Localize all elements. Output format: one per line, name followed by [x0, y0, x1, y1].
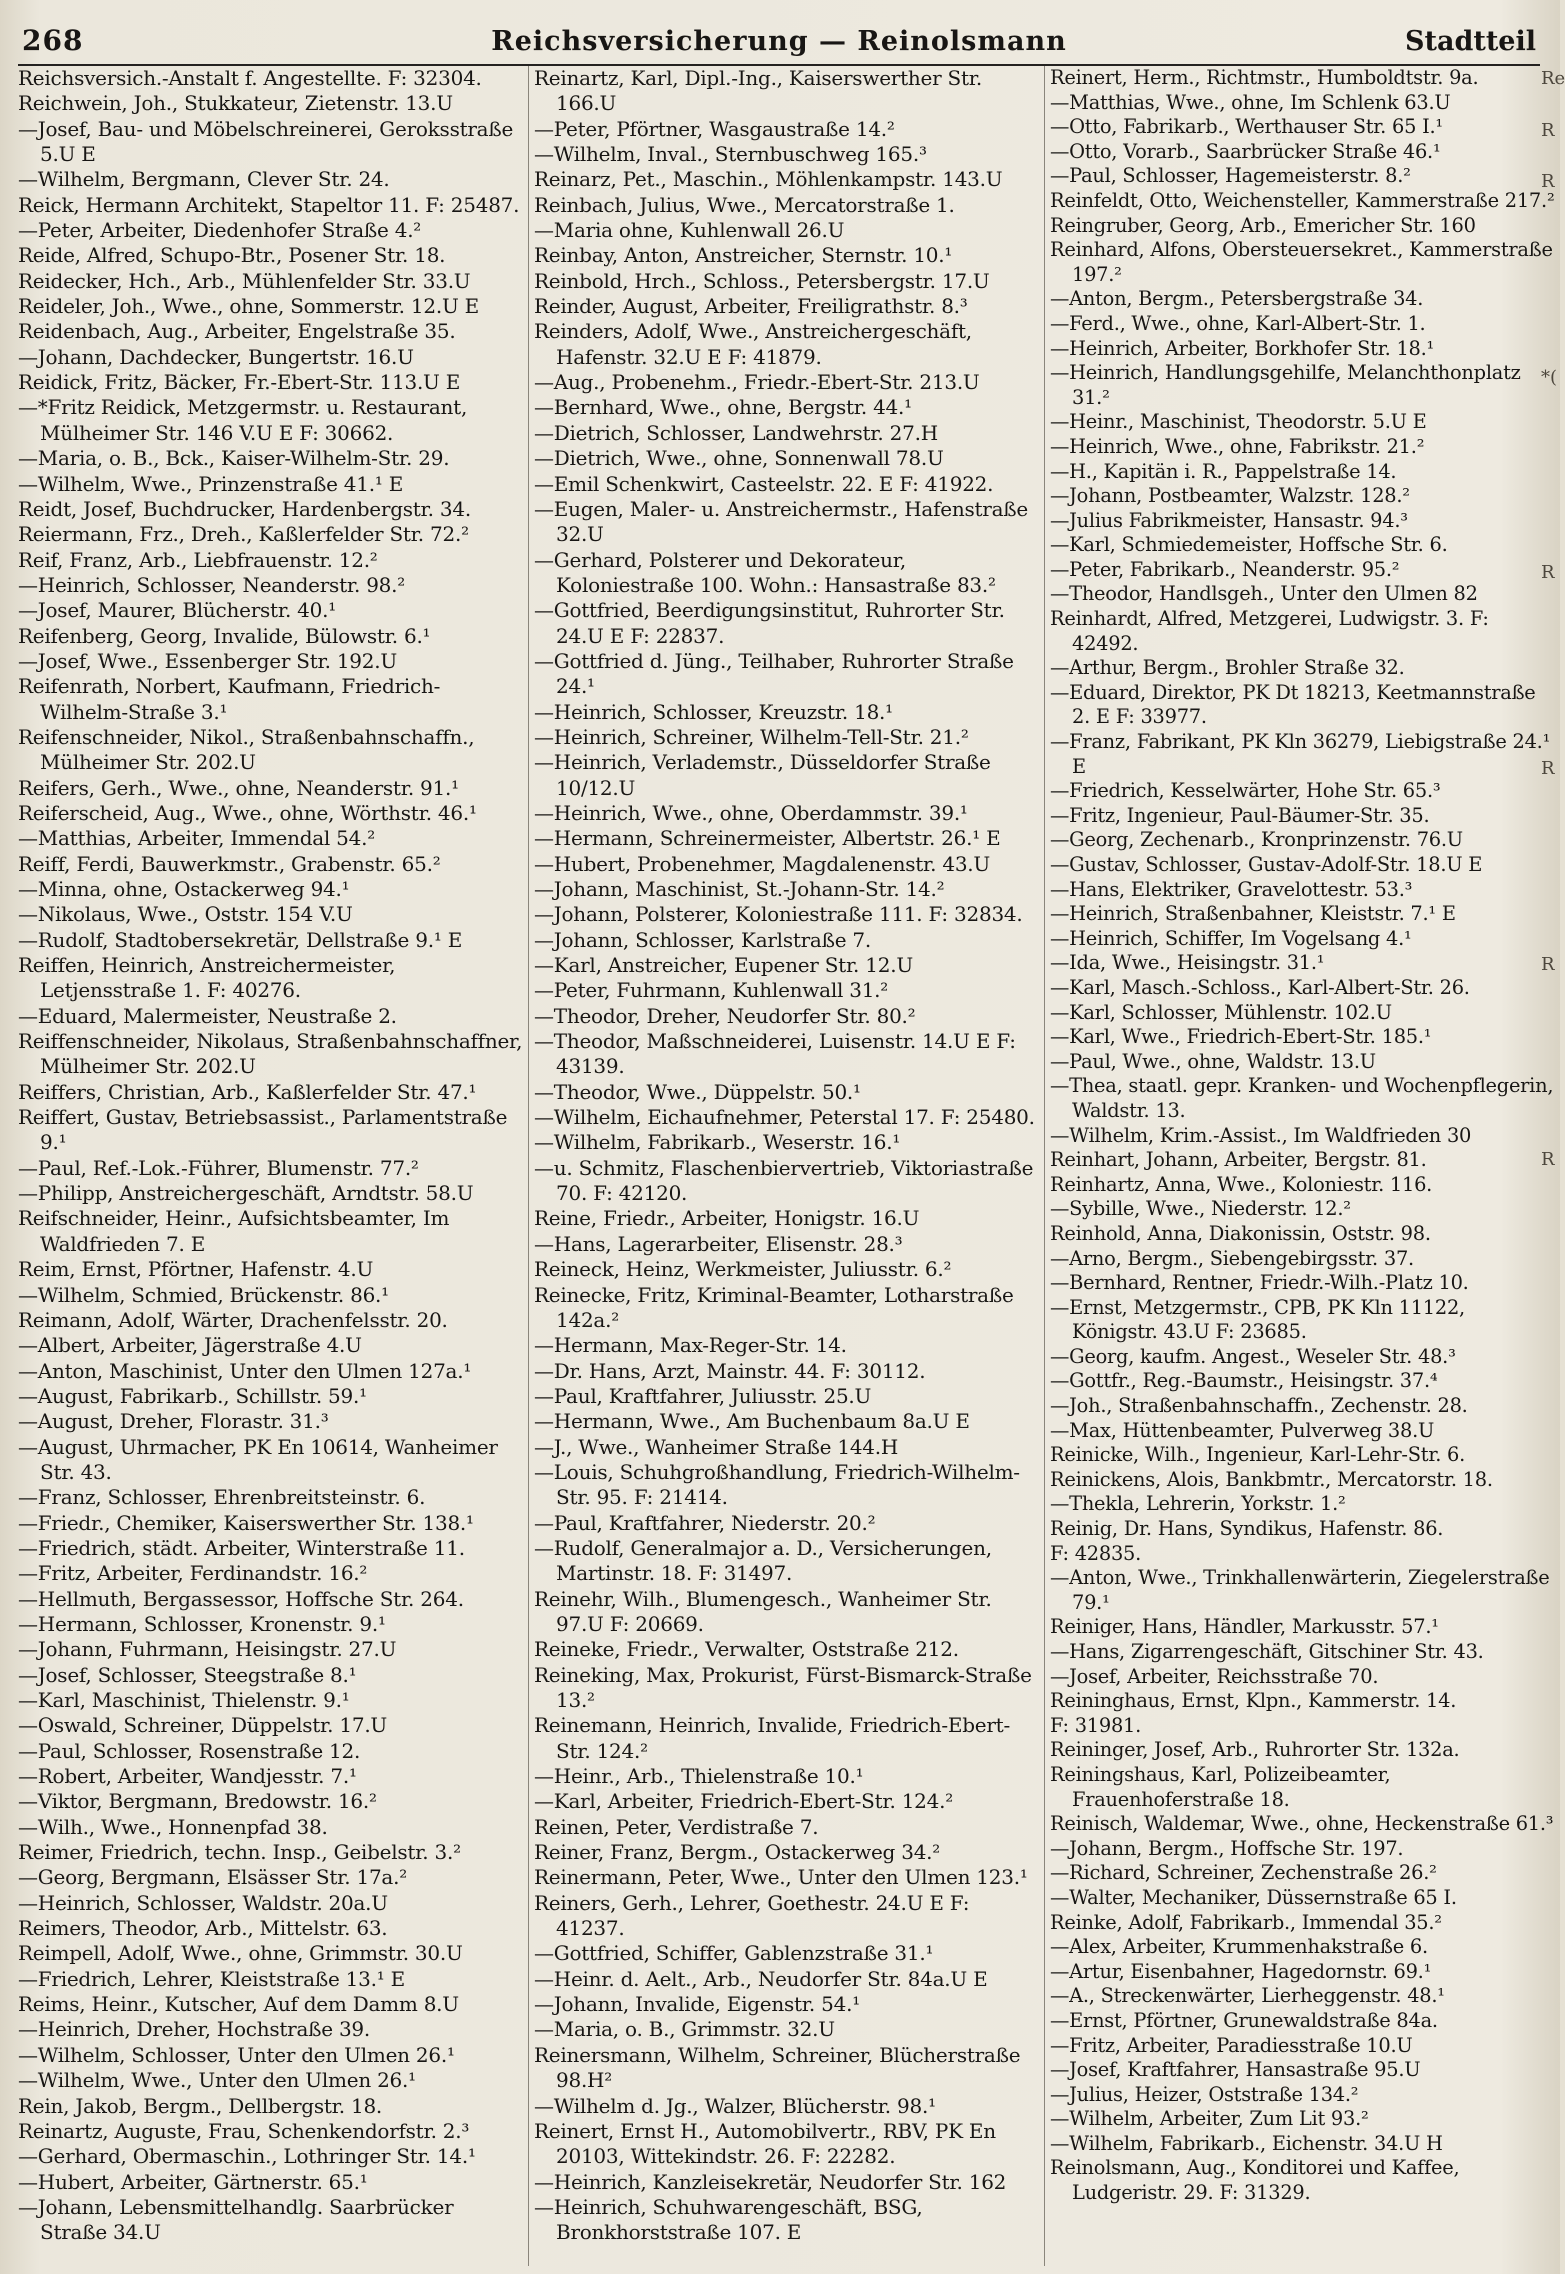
directory-entry: —Ernst, Metzgermstr., CPB, PK Kln 11122, Königstr. 43.U F: 23685. [1050, 1295, 1465, 1344]
directory-entry: —Theodor, Wwe., Düppelstr. 50.¹ [534, 1079, 861, 1104]
directory-entry: —Viktor, Bergmann, Bredowstr. 16.² [18, 1789, 377, 1814]
directory-entry: —Gerhard, Obermaschin., Lothringer Str. 14.¹ [18, 2144, 476, 2169]
directory-entry: —Dr. Hans, Arzt, Mainstr. 44. F: 30112. [534, 1358, 926, 1383]
directory-entry: —Gustav, Schlosser, Gustav-Adolf-Str. 18.U E [1050, 853, 1483, 876]
directory-entry: —Paul, Kraftfahrer, Niederstr. 20.² [534, 1510, 876, 1535]
directory-entry: Reimann, Adolf, Wärter, Drachenfelsstr. 20. [18, 1307, 448, 1332]
column-2 [534, 66, 1040, 2246]
directory-entry: —Johann, Maschinist, St.-Johann-Str. 14.² [534, 877, 945, 901]
directory-entry: Reidt, Josef, Buchdrucker, Hardenbergstr. 34. [18, 496, 471, 521]
directory-entry: —Peter, Arbeiter, Diedenhofer Straße 4.² [18, 218, 422, 243]
directory-entry: Reinicke, Wilh., Ingenieur, Karl-Lehr-Str. 6. [1050, 1443, 1466, 1467]
directory-entry: —Johann, Fuhrmann, Heisingstr. 27.U [18, 1637, 397, 1662]
directory-entry: Reineck, Heinz, Werkmeister, Juliusstr. 6.² [534, 1257, 952, 1282]
directory-entry: —H., Kapitän i. R., Pappelstraße 14. [1050, 459, 1397, 483]
directory-entry: —Heinrich, Schlosser, Kreuzstr. 18.¹ [534, 699, 893, 724]
directory-entry: F: 42835. [1050, 1541, 1142, 1565]
directory-entry: —Josef, Wwe., Essenberger Str. 192.U [18, 648, 397, 673]
directory-entry: Reinarz, Pet., Maschin., Möhlenkampstr. 143.U [534, 167, 1003, 192]
directory-entry: —Heinrich, Schlosser, Waldstr. 20a.U [18, 1890, 388, 1915]
directory-entry: Reick, Hermann Architekt, Stapeltor 11. F: 25487. [18, 192, 520, 217]
directory-entry: —Wilhelm d. Jg., Walzer, Blücherstr. 98.¹ [534, 2093, 936, 2118]
margin-glyph: R [1541, 757, 1555, 779]
directory-entry: —Wilhelm, Eichaufnehmer, Peterstal 17. F: 25480. [534, 1105, 1035, 1130]
column-1 [18, 66, 524, 2246]
directory-entry: —Anton, Maschinist, Unter den Ulmen 127a.¹ [18, 1358, 472, 1383]
directory-entry: —Albert, Arbeiter, Jägerstraße 4.U [18, 1333, 362, 1358]
directory-entry: —Anton, Bergm., Petersbergstraße 34. [1050, 287, 1424, 311]
directory-entry: —Hermann, Max-Reger-Str. 14. [534, 1333, 847, 1358]
directory-entry: Reiffert, Gustav, Betriebsassist., Parlamentstraße 9.¹ [18, 1105, 508, 1155]
directory-entry: —Julius Fabrikmeister, Hansastr. 94.³ [1050, 508, 1408, 532]
directory-entry: —Matthias, Arbeiter, Immendal 54.² [18, 826, 375, 851]
directory-entry: —Wilhelm, Fabrikarb., Eichenstr. 34.U H [1050, 2131, 1443, 2155]
directory-entry: —Ferd., Wwe., ohne, Karl-Albert-Str. 1. [1050, 311, 1426, 335]
directory-entry: Reinehr, Wilh., Blumengesch., Wanheimer Str. 97.U F: 20669. [534, 1586, 992, 1636]
directory-entry: —Heinrich, Kanzleisekretär, Neudorfer Str. 162 [534, 2169, 1007, 2194]
directory-entry: Reidecker, Hch., Arb., Mühlenfelder Str. 33.U [18, 268, 471, 293]
directory-entry: —Heinrich, Schiffer, Im Vogelsang 4.¹ [1050, 926, 1412, 950]
directory-entry: —Anton, Wwe., Trinkhallenwärterin, Ziegelerstraße 79.¹ [1050, 1566, 1550, 1614]
margin-glyph: R [1541, 562, 1555, 584]
directory-entry: Reine, Friedr., Arbeiter, Honigstr. 16.U [534, 1206, 920, 1231]
directory-entry: Reinbach, Julius, Wwe., Mercatorstraße 1. [534, 192, 955, 217]
margin-glyph: R [1541, 1149, 1555, 1171]
directory-entry: —Wilhelm, Inval., Sternbuschweg 165.³ [534, 142, 927, 167]
directory-entry: Reifenschneider, Nikol., Straßenbahnschaffn., Mülheimer Str. 202.U [18, 724, 475, 775]
directory-entry: —Ernst, Pförtner, Grunewaldstraße 84a. [1050, 2008, 1438, 2032]
directory-entry: —Josef, Schlosser, Steegstraße 8.¹ [18, 1662, 357, 1687]
directory-entry: —Robert, Arbeiter, Wandjesstr. 7.¹ [18, 1764, 357, 1789]
directory-entry: Reiffenschneider, Nikolaus, Straßenbahnschaffner, Mülheimer Str. 202.U [18, 1029, 523, 1079]
column-divider [528, 66, 529, 2266]
section-label: Stadtteil [1405, 26, 1536, 57]
directory-entry: Reininger, Josef, Arb., Ruhrorter Str. 132a. [1050, 1738, 1460, 1762]
directory-entry: —Peter, Fabrikarb., Neanderstr. 95.² [1050, 557, 1400, 581]
directory-entry: Reifers, Gerh., Wwe., ohne, Neanderstr. 91.¹ [18, 775, 459, 800]
directory-entry: —Oswald, Schreiner, Düppelstr. 17.U [18, 1713, 388, 1738]
directory-entry: Reiermann, Frz., Dreh., Kaßlerfelder Str. 72.² [18, 522, 469, 547]
directory-entry: —August, Fabrikarb., Schillstr. 59.¹ [18, 1383, 367, 1408]
directory-entry: —Friedrich, Kesselwärter, Hohe Str. 65.³ [1050, 779, 1441, 803]
directory-entry: Reim, Ernst, Pförtner, Hafenstr. 4.U [18, 1257, 374, 1282]
directory-entry: —Peter, Pförtner, Wasgaustraße 14.² [534, 116, 895, 141]
directory-entry: —Thea, staatl. gepr. Kranken- und Wochenpflegerin, Waldstr. 13. [1050, 1074, 1554, 1122]
directory-entry: —Heinr., Maschinist, Theodorstr. 5.U E [1050, 410, 1427, 434]
directory-entry: —Walter, Mechaniker, Düssernstraße 65 I. [1050, 1885, 1457, 1909]
directory-entry: —Josef, Arbeiter, Reichsstraße 70. [1050, 1664, 1379, 1688]
directory-entry: —Eduard, Malermeister, Neustraße 2. [18, 1003, 397, 1028]
directory-entry: —Wilh., Wwe., Honnenpfad 38. [18, 1814, 328, 1839]
directory-entry: Reinbay, Anton, Anstreicher, Sternstr. 10.¹ [534, 243, 953, 268]
directory-entry: Reiner, Franz, Bergm., Ostackerweg 34.² [534, 1840, 941, 1865]
directory-entry: —Richard, Schreiner, Zechenstraße 26.² [1050, 1861, 1437, 1885]
directory-entry: —Eugen, Maler- u. Anstreichermstr., Hafenstraße 32.U [534, 496, 1028, 547]
directory-entry: —Fritz, Arbeiter, Paradiesstraße 10.U [1050, 2033, 1413, 2057]
directory-entry: —Wilhelm, Schlosser, Unter den Ulmen 26.¹ [18, 2042, 455, 2067]
directory-entry: —Hellmuth, Bergassessor, Hoffsche Str. 264. [18, 1586, 464, 1611]
directory-entry: Reiners, Gerh., Lehrer, Goethestr. 24.U E F: 41237. [534, 1890, 970, 1941]
directory-entry: —Theodor, Handlsgeh., Unter den Ulmen 82 [1050, 582, 1478, 606]
directory-entry: Reinfeldt, Otto, Weichensteller, Kammerstraße 217.² [1050, 188, 1555, 212]
directory-entry: —Theodor, Dreher, Neudorfer Str. 80.² [534, 1003, 916, 1028]
directory-entry: Reinisch, Waldemar, Wwe., ohne, Heckenstraße 61.³ [1050, 1812, 1554, 1836]
directory-entry: Reinhardt, Alfred, Metzgerei, Ludwigstr. 3. F: 42492. [1050, 607, 1489, 655]
directory-entry: Reinke, Adolf, Fabrikarb., Immendal 35.² [1050, 1910, 1442, 1934]
directory-entry: —Heinr. d. Aelt., Arb., Neudorfer Str. 84a.U E [534, 1966, 988, 1991]
directory-entry: —Wilhelm, Bergmann, Clever Str. 24. [18, 167, 390, 192]
directory-entry: Reiningshaus, Karl, Polizeibeamter, Frauenhoferstraße 18. [1050, 1762, 1391, 1811]
directory-entry: —Karl, Wwe., Friedrich-Ebert-Str. 185.¹ [1050, 1025, 1432, 1049]
directory-entry: Reims, Heinr., Kutscher, Auf dem Damm 8.U [18, 1992, 459, 2017]
directory-entry: —Johann, Lebensmittelhandlg. Saarbrücker Straße 34.U [18, 2194, 454, 2245]
directory-entry: —Heinrich, Arbeiter, Borkhofer Str. 18.¹ [1050, 336, 1435, 360]
directory-entry: Reichsversich.-Anstalt f. Angestellte. F: 32304. [18, 66, 482, 90]
directory-entry: —Rudolf, Generalmajor a. D., Versicherungen, Martinstr. 18. F: 31497. [534, 1535, 992, 1586]
page-number: 268 [22, 24, 84, 57]
directory-entry: —Theodor, Maßschneiderei, Luisenstr. 14.U E F: 43139. [534, 1029, 1016, 1079]
directory-entry: —Heinrich, Verlademstr., Düsseldorfer Straße 10/12.U [534, 750, 991, 800]
directory-entry: —A., Streckenwärter, Lierheggenstr. 48.¹ [1050, 1984, 1445, 2008]
directory-entry: —Wilhelm, Krim.-Assist., Im Waldfrieden 30 [1050, 1123, 1472, 1147]
directory-entry: —Heinrich, Handlungsgehilfe, Melanchthonplatz 31.² [1050, 361, 1521, 409]
directory-entry: Reichwein, Joh., Stukkateur, Zietenstr. 13.U [18, 91, 453, 116]
directory-entry: Reiffen, Heinrich, Anstreichermeister, Letjensstraße 1. F: 40276. [18, 953, 396, 1003]
directory-entry: —Joh., Straßenbahnschaffn., Zechenstr. 28. [1050, 1394, 1468, 1418]
directory-entry: Reinig, Dr. Hans, Syndikus, Hafenstr. 86. [1050, 1517, 1444, 1541]
directory-entry: —Paul, Schlosser, Hagemeisterstr. 8.² [1050, 164, 1411, 188]
directory-entry: Reineke, Friedr., Verwalter, Oststraße 212. [534, 1637, 959, 1662]
directory-entry: Reiferscheid, Aug., Wwe., ohne, Wörthstr. 46.¹ [18, 800, 477, 825]
directory-entry: —Heinrich, Dreher, Hochstraße 39. [18, 2017, 370, 2042]
directory-entry: F: 31981. [1050, 1713, 1142, 1737]
directory-entry: —Peter, Fuhrmann, Kuhlenwall 31.² [534, 978, 889, 1003]
directory-entry: —Matthias, Wwe., ohne, Im Schlenk 63.U [1050, 90, 1451, 114]
directory-entry: Reinartz, Karl, Dipl.-Ing., Kaiserswerther Str. 166.U [534, 66, 982, 116]
margin-glyph: R [1541, 953, 1555, 975]
page-title: Reichsversicherung — Reinolsmann [491, 26, 1067, 57]
directory-entry: Reideler, Joh., Wwe., ohne, Sommerstr. 12.U E [18, 294, 480, 319]
directory-entry: —Hermann, Schlosser, Kronenstr. 9.¹ [18, 1611, 386, 1636]
directory-entry: —*Fritz Reidick, Metzgermstr. u. Restaurant, Mülheimer Str. 146 V.U E F: 30662. [18, 395, 468, 445]
directory-entry: —J., Wwe., Wanheimer Straße 144.H [534, 1434, 899, 1459]
directory-entry: Reiff, Ferdi, Bauwerkmstr., Grabenstr. 65.² [18, 851, 441, 876]
directory-entry: —August, Dreher, Florastr. 31.³ [18, 1409, 329, 1434]
directory-entry: Reinen, Peter, Verdistraße 7. [534, 1814, 819, 1839]
directory-entry: —Heinrich, Wwe., ohne, Oberdammstr. 39.¹ [534, 800, 968, 825]
directory-entry: Reinersmann, Wilhelm, Schreiner, Blücherstraße 98.H² [534, 2042, 1021, 2093]
directory-entry: Reinhard, Alfons, Obersteuersekret., Kammerstraße 197.² [1050, 238, 1553, 286]
directory-entry: —Hubert, Arbeiter, Gärtnerstr. 65.¹ [18, 2169, 368, 2194]
directory-entry: —Gottfried, Schiffer, Gablenzstraße 31.¹ [534, 1941, 934, 1966]
directory-entry: Reinolsmann, Aug., Konditorei und Kaffee, Ludgeristr. 29. F: 31329. [1050, 2156, 1460, 2205]
directory-entry: —Karl, Arbeiter, Friedrich-Ebert-Str. 124.² [534, 1789, 954, 1814]
directory-entry: Reimers, Theodor, Arb., Mittelstr. 63. [18, 1916, 388, 1941]
directory-entry: —Louis, Schuhgroßhandlung, Friedrich-Wilhelm-Str. 95. F: 21414. [534, 1459, 1020, 1510]
directory-entry: —Ida, Wwe., Heisingstr. 31.¹ [1050, 951, 1325, 975]
directory-entry: —Karl, Anstreicher, Eupener Str. 12.U [534, 953, 913, 978]
directory-entry: —Dietrich, Wwe., ohne, Sonnenwall 78.U [534, 446, 944, 471]
directory-entry: Rein, Jakob, Bergm., Dellbergstr. 18. [18, 2093, 383, 2118]
directory-entry: —Artur, Eisenbahner, Hagedornstr. 69.¹ [1050, 1959, 1432, 1983]
directory-entry: —Max, Hüttenbeamter, Pulverweg 38.U [1050, 1418, 1435, 1442]
margin-glyph: R [1541, 171, 1555, 193]
directory-entry: Reifenberg, Georg, Invalide, Bülowstr. 6.¹ [18, 623, 431, 648]
directory-entry: Reinartz, Auguste, Frau, Schenkendorfstr. 2.³ [18, 2118, 470, 2143]
directory-entry: —Gottfried d. Jüng., Teilhaber, Ruhrorter Straße 24.¹ [534, 648, 1014, 699]
directory-entry: Reineking, Max, Prokurist, Fürst-Bismarck-Straße 13.² [534, 1662, 1032, 1712]
directory-entry: —Gerhard, Polsterer und Dekorateur, Koloniestraße 100. Wohn.: Hansastraße 83.² [534, 547, 996, 597]
directory-entry: —Karl, Schmiedemeister, Hoffsche Str. 6. [1050, 533, 1448, 557]
directory-entry: —Georg, Zechenarb., Kronprinzenstr. 76.U [1050, 828, 1463, 852]
directory-entry: —Karl, Maschinist, Thielenstr. 9.¹ [18, 1688, 350, 1712]
next-page-margin [1541, 66, 1565, 1173]
directory-entry: —Arno, Bergm., Siebengebirgsstr. 37. [1050, 1246, 1414, 1270]
directory-entry: Reimer, Friedrich, techn. Insp., Geibelstr. 3.² [18, 1840, 461, 1865]
directory-entry: —Paul, Ref.-Lok.-Führer, Blumenstr. 77.² [18, 1155, 419, 1180]
directory-entry: —Friedrich, städt. Arbeiter, Winterstraße 11. [18, 1535, 465, 1560]
directory-entry: —Fritz, Ingenieur, Paul-Bäumer-Str. 35. [1050, 803, 1430, 827]
directory-entry: Reinder, August, Arbeiter, Freiligrathstr. 8.³ [534, 294, 968, 319]
directory-entry: —Sybille, Wwe., Niederstr. 12.² [1050, 1197, 1351, 1221]
directory-entry: —Gottfr., Reg.-Baumstr., Heisingstr. 37.⁴ [1050, 1369, 1438, 1393]
directory-entry: —Rudolf, Stadtobersekretär, Dellstraße 9.¹ E [18, 927, 463, 952]
directory-entry: Reide, Alfred, Schupo-Btr., Posener Str. 18. [18, 243, 446, 268]
directory-entry: —Wilhelm, Arbeiter, Zum Lit 93.² [1050, 2107, 1369, 2131]
directory-entry: —Hermann, Schreinermeister, Albertstr. 26.¹ E [534, 826, 1001, 851]
directory-entry: —Maria, o. B., Grimmstr. 32.U [534, 2017, 835, 2042]
directory-entry: —Johann, Bergm., Hoffsche Str. 197. [1050, 1836, 1404, 1860]
directory-entry: —August, Uhrmacher, PK En 10614, Wanheimer Str. 43. [18, 1434, 498, 1484]
directory-entry: —Wilhelm, Schmied, Brückenstr. 86.¹ [18, 1282, 389, 1307]
directory-entry: —Bernhard, Wwe., ohne, Bergstr. 44.¹ [534, 395, 912, 420]
margin-glyph: Re [1541, 68, 1565, 89]
directory-entry: —Paul, Wwe., ohne, Waldstr. 13.U [1050, 1049, 1376, 1073]
column-3 [1050, 66, 1556, 2206]
directory-entry: —Aug., Probenehm., Friedr.-Ebert-Str. 213.U [534, 370, 980, 395]
directory-entry: —Arthur, Bergm., Brohler Straße 32. [1050, 656, 1405, 680]
directory-entry: Reinhart, Johann, Arbeiter, Bergstr. 81. [1050, 1148, 1427, 1172]
directory-entry: Reinickens, Alois, Bankbmtr., Mercatorstr. 18. [1050, 1467, 1493, 1491]
directory-entry: Reinbold, Hrch., Schloss., Petersbergstr. 17.U [534, 268, 990, 293]
directory-entry: Reifschneider, Heinr., Aufsichtsbeamter, Im Waldfrieden 7. E [18, 1206, 450, 1256]
directory-entry: —Paul, Schlosser, Rosenstraße 12. [18, 1738, 361, 1763]
directory-entry: —Franz, Fabrikant, PK Kln 36279, Liebigstraße 24.¹ E [1050, 730, 1551, 778]
directory-entry: —Gottfried, Beerdigungsinstitut, Ruhrorter Str. 24.U E F: 22837. [534, 598, 1005, 648]
directory-entry: Reinert, Herm., Richtmstr., Humboldtstr. 9a. [1050, 66, 1479, 89]
directory-entry: —Dietrich, Schlosser, Landwehrstr. 27.H [534, 420, 938, 445]
directory-entry: —Josef, Kraftfahrer, Hansastraße 95.U [1050, 2058, 1421, 2082]
directory-entry: —Otto, Fabrikarb., Werthauser Str. 65 I.¹ [1050, 115, 1443, 139]
directory-entry: —Georg, Bergmann, Elsässer Str. 17a.² [18, 1865, 407, 1890]
directory-entry: Reidick, Fritz, Bäcker, Fr.-Ebert-Str. 113.U E [18, 370, 461, 395]
directory-entry: —Friedr., Chemiker, Kaiserswerther Str. 138.¹ [18, 1510, 474, 1535]
column-divider [1044, 66, 1045, 2266]
directory-entry: —Franz, Schlosser, Ehrenbreitsteinstr. 6. [18, 1485, 426, 1510]
directory-entry: —Alex, Arbeiter, Krummenhakstraße 6. [1050, 1935, 1428, 1959]
directory-entry: —Johann, Invalide, Eigenstr. 54.¹ [534, 1992, 860, 2017]
directory-entry: Reinemann, Heinrich, Invalide, Friedrich-Ebert-Str. 124.² [534, 1713, 1010, 1763]
directory-entry: Reinert, Ernst H., Automobilvertr., RBV, PK En 20103, Wittekindstr. 26. F: 22282. [534, 2118, 996, 2169]
directory-entry: Reiniger, Hans, Händler, Markusstr. 57.¹ [1050, 1615, 1439, 1639]
directory-entry: —Paul, Kraftfahrer, Juliusstr. 25.U [534, 1383, 872, 1408]
directory-entry: —Otto, Vorarb., Saarbrücker Straße 46.¹ [1050, 139, 1441, 163]
directory-entry: —Johann, Schlosser, Karlstraße 7. [534, 927, 871, 952]
directory-entry: —Wilhelm, Wwe., Prinzenstraße 41.¹ E [18, 471, 404, 496]
directory-entry: —Hermann, Wwe., Am Buchenbaum 8a.U E [534, 1409, 970, 1434]
directory-entry: —Julius, Heizer, Oststraße 134.² [1050, 2082, 1359, 2106]
directory-entry: —u. Schmitz, Flaschenbiervertrieb, Viktoriastraße 70. F: 42120. [534, 1155, 1034, 1206]
directory-entry: Reidenbach, Aug., Arbeiter, Engelstraße 35. [18, 319, 456, 344]
directory-entry: —Nikolaus, Wwe., Oststr. 154 V.U [18, 902, 353, 927]
directory-entry: —Heinrich, Wwe., ohne, Fabrikstr. 21.² [1050, 434, 1425, 458]
directory-entry: —Friedrich, Lehrer, Kleiststraße 13.¹ E [18, 1966, 405, 1991]
directory-entry: Reinhold, Anna, Diakonissin, Oststr. 98. [1050, 1221, 1431, 1245]
directory-entry: —Hans, Elektriker, Gravelottestr. 53.³ [1050, 877, 1413, 901]
directory-entry: Reinecke, Fritz, Kriminal-Beamter, Lotharstraße 142a.² [534, 1282, 1014, 1332]
directory-entry: —Hubert, Probenehmer, Magdalenenstr. 43.U [534, 851, 990, 876]
directory-entry: Reif, Franz, Arb., Liebfrauenstr. 12.² [18, 547, 378, 572]
directory-entry: —Karl, Masch.-Schloss., Karl-Albert-Str. 26. [1050, 975, 1470, 999]
directory-entry: —Philipp, Anstreichergeschäft, Arndtstr. 58.U [18, 1181, 474, 1206]
directory-entry: —Fritz, Arbeiter, Ferdinandstr. 16.² [18, 1561, 368, 1586]
directory-entry: —Thekla, Lehrerin, Yorkstr. 1.² [1050, 1492, 1346, 1516]
directory-entry: Reinhartz, Anna, Wwe., Koloniestr. 116. [1050, 1172, 1433, 1196]
directory-entry: —Josef, Bau- und Möbelschreinerei, Geroksstraße 5.U E [18, 116, 514, 167]
directory-entry: —Heinr., Arb., Thielenstraße 10.¹ [534, 1764, 864, 1789]
directory-entry: Reininghaus, Ernst, Klpn., Kammerstr. 14. [1050, 1689, 1457, 1713]
page-header [18, 18, 1540, 66]
directory-entry: —Maria, o. B., Bck., Kaiser-Wilhelm-Str. 29. [18, 446, 450, 471]
directory-entry: —Georg, kaufm. Angest., Weseler Str. 48.³ [1050, 1344, 1456, 1368]
directory-entry: Reiffers, Christian, Arb., Kaßlerfelder Str. 47.¹ [18, 1079, 477, 1104]
directory-entry: —Hans, Zigarrengeschäft, Gitschiner Str. 43. [1050, 1640, 1484, 1663]
margin-glyph: R [1541, 119, 1555, 141]
directory-entry: Reifenrath, Norbert, Kaufmann, Friedrich-Wilhelm-Straße 3.¹ [18, 674, 441, 724]
directory-entry: —Bernhard, Rentner, Friedr.-Wilh.-Platz 10. [1050, 1271, 1469, 1295]
directory-entry: —Josef, Maurer, Blücherstr. 40.¹ [18, 598, 336, 623]
directory-entry: —Heinrich, Schuhwarengeschäft, BSG, Bronkhorststraße 107. E [534, 2194, 923, 2245]
directory-entry: Reimpell, Adolf, Wwe., ohne, Grimmstr. 30.U [18, 1941, 463, 1966]
directory-entry: Reinders, Adolf, Wwe., Anstreichergeschäft, Hafenstr. 32.U E F: 41879. [534, 319, 972, 369]
directory-entry: —Karl, Schlosser, Mühlenstr. 102.U [1050, 1000, 1392, 1024]
directory-entry: —Heinrich, Schlosser, Neanderstr. 98.² [18, 572, 406, 597]
directory-entry: —Minna, ohne, Ostackerweg 94.¹ [18, 877, 350, 901]
directory-entry: —Johann, Polsterer, Koloniestraße 111. F: 32834. [534, 902, 1023, 927]
directory-entry: —Eduard, Direktor, PK Dt 18213, Keetmannstraße 2. E F: 33977. [1050, 680, 1536, 729]
margin-glyph: *( [1541, 366, 1558, 388]
directory-entry: Reinermann, Peter, Wwe., Unter den Ulmen 123.¹ [534, 1865, 1028, 1890]
directory-entry: —Maria ohne, Kuhlenwall 26.U [534, 218, 845, 243]
directory-entry: —Hans, Lagerarbeiter, Elisenstr. 28.³ [534, 1231, 903, 1256]
directory-entry: —Johann, Postbeamter, Walzstr. 128.² [1050, 484, 1410, 508]
directory-entry: —Johann, Dachdecker, Bungertstr. 16.U [18, 344, 414, 369]
directory-entry: —Wilhelm, Fabrikarb., Weserstr. 16.¹ [534, 1130, 901, 1155]
directory-entry: —Wilhelm, Wwe., Unter den Ulmen 26.¹ [18, 2068, 416, 2093]
directory-entry: Reingruber, Georg, Arb., Emericher Str. 160 [1050, 213, 1476, 237]
directory-entry: —Emil Schenkwirt, Casteelstr. 22. E F: 41922. [534, 471, 994, 496]
directory-entry: —Heinrich, Straßenbahner, Kleiststr. 7.¹ E [1050, 902, 1456, 926]
directory-entry: —Heinrich, Schreiner, Wilhelm-Tell-Str. 21.² [534, 724, 969, 749]
